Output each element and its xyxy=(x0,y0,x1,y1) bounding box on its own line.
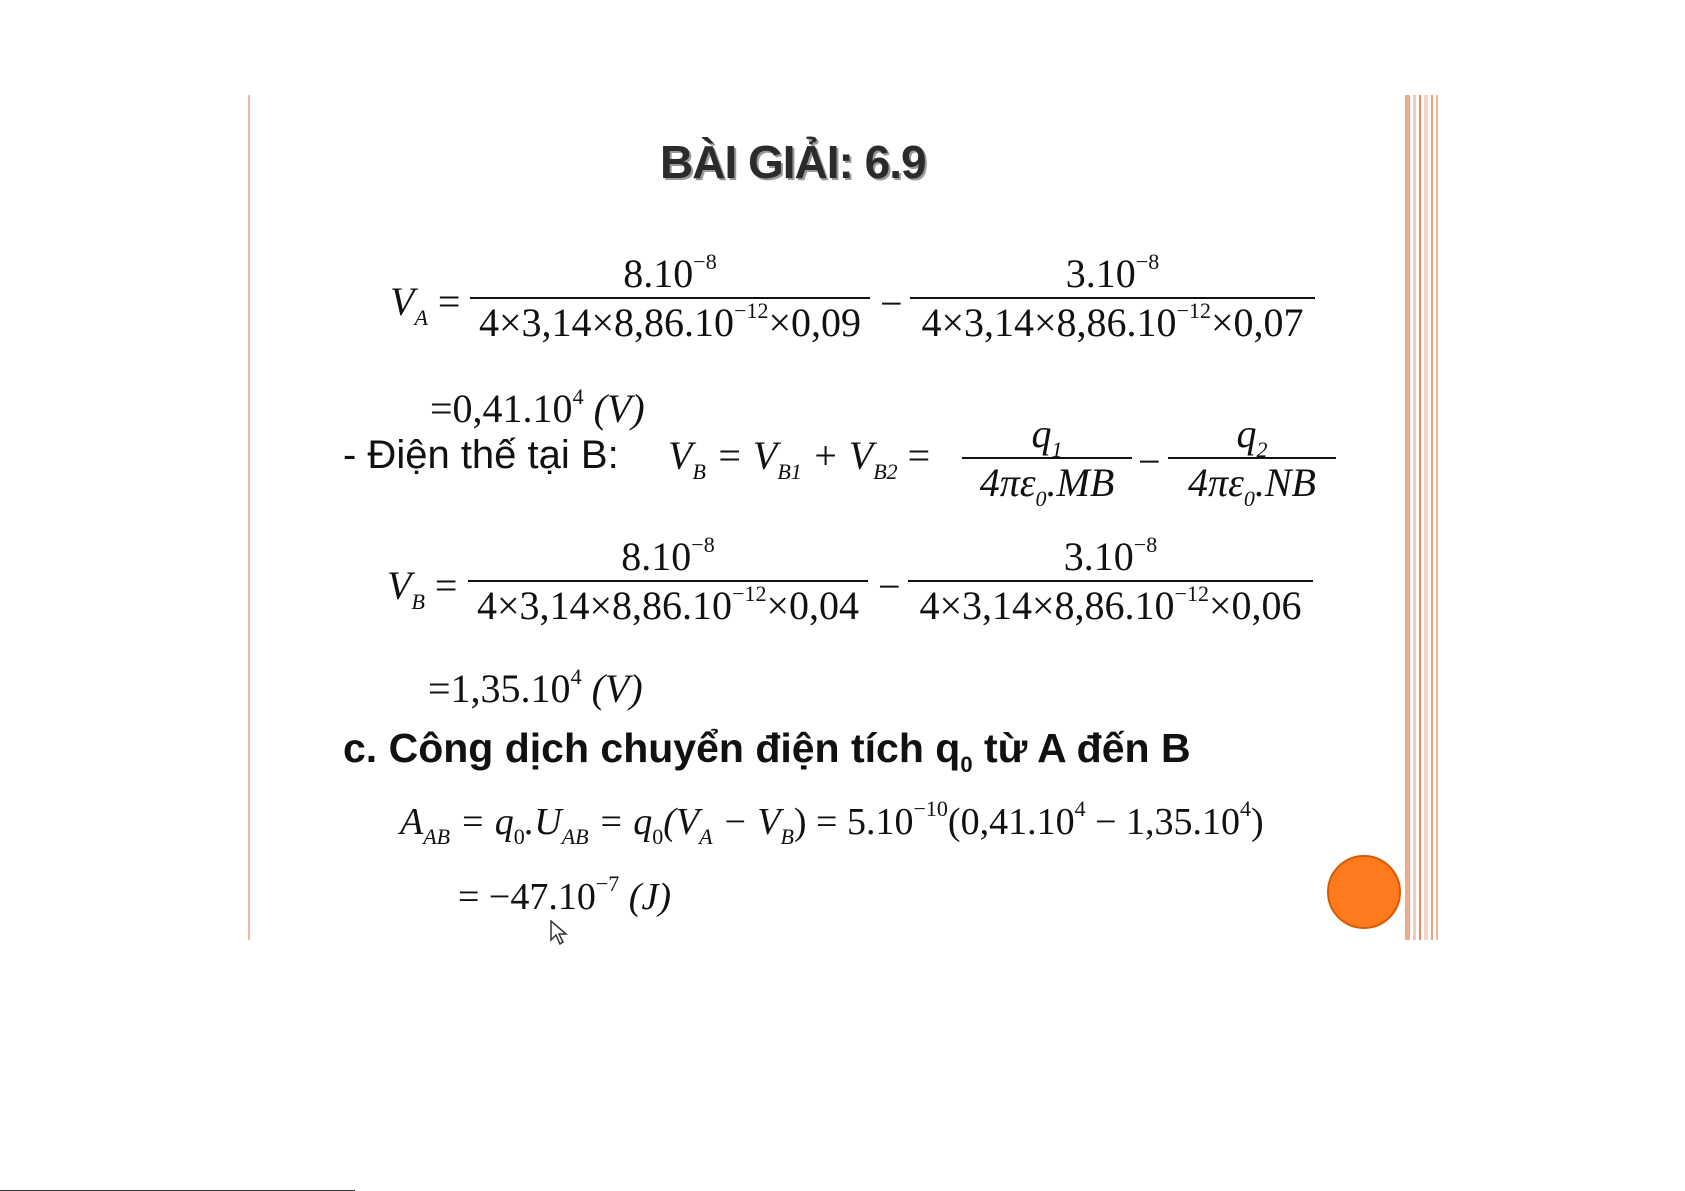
vb-definition-expr: $V_B = V_{B1} + V_{B2}$ = xyxy=(668,433,931,484)
slide-title: BÀI GIẢI: 6.9 xyxy=(660,136,926,188)
vb-result: $=1,35.10^4$ (V) xyxy=(428,664,643,711)
vb-fraction-2: $3.10^{-8}$ $4\times 3,14\times 8,86.10^{-12}\times 0,06$ xyxy=(908,533,1313,629)
va-minus: − xyxy=(880,281,903,326)
vb-definition-label: - Điện thế tại B: xyxy=(343,433,619,477)
vb-q1-fraction: $q_1$ $4\pi\varepsilon_0.MB$ xyxy=(962,410,1132,506)
slide-right-border-stripe xyxy=(1419,95,1421,940)
part-c-heading: c. Công dịch chuyển điện tích $q_0$ từ A đến B xyxy=(343,725,1191,777)
slide-right-border-stripe xyxy=(1405,95,1410,940)
work-result: = $-47.10^{-7}$ (J) xyxy=(458,871,671,918)
work-equation: $A_{AB} = q_0.U_{AB} = q_0(V_A - V_B) = 5.10^{-10}(0,41.10^4 - 1,35.10^4)$ xyxy=(400,796,1264,849)
orange-circle-icon xyxy=(1327,855,1401,929)
mouse-cursor-icon xyxy=(550,920,570,946)
va-result: $=0,41.10^4$ (V) xyxy=(430,384,645,431)
vb-fraction-1: $8.10^{-8}$ $4\times 3,14\times 8,86.10^{-12}\times 0,04$ xyxy=(468,533,868,629)
slide-right-border-stripe xyxy=(1431,95,1433,940)
va-lhs: $V_A$ = xyxy=(390,279,461,330)
slide-right-border-stripe xyxy=(1436,95,1438,940)
vb-q2-fraction: $q_2$ $4\pi\varepsilon_0.NB$ xyxy=(1168,410,1336,506)
vb-lhs: $V_B$ = xyxy=(387,563,458,614)
slide-left-border xyxy=(248,95,250,940)
va-fraction-1: $8.10^{-8}$ $4\times 3,14\times 8,86.10^{-12}\times 0,09$ xyxy=(470,250,870,346)
slide-right-border-stripe xyxy=(1424,95,1428,940)
vb-minus: − xyxy=(878,564,901,609)
vb-def-minus: − xyxy=(1138,439,1161,484)
slide-right-border-stripe xyxy=(1413,95,1416,940)
va-fraction-2: $3.10^{-8}$ $4\times 3,14\times 8,86.10^{-12}\times 0,07$ xyxy=(910,250,1315,346)
